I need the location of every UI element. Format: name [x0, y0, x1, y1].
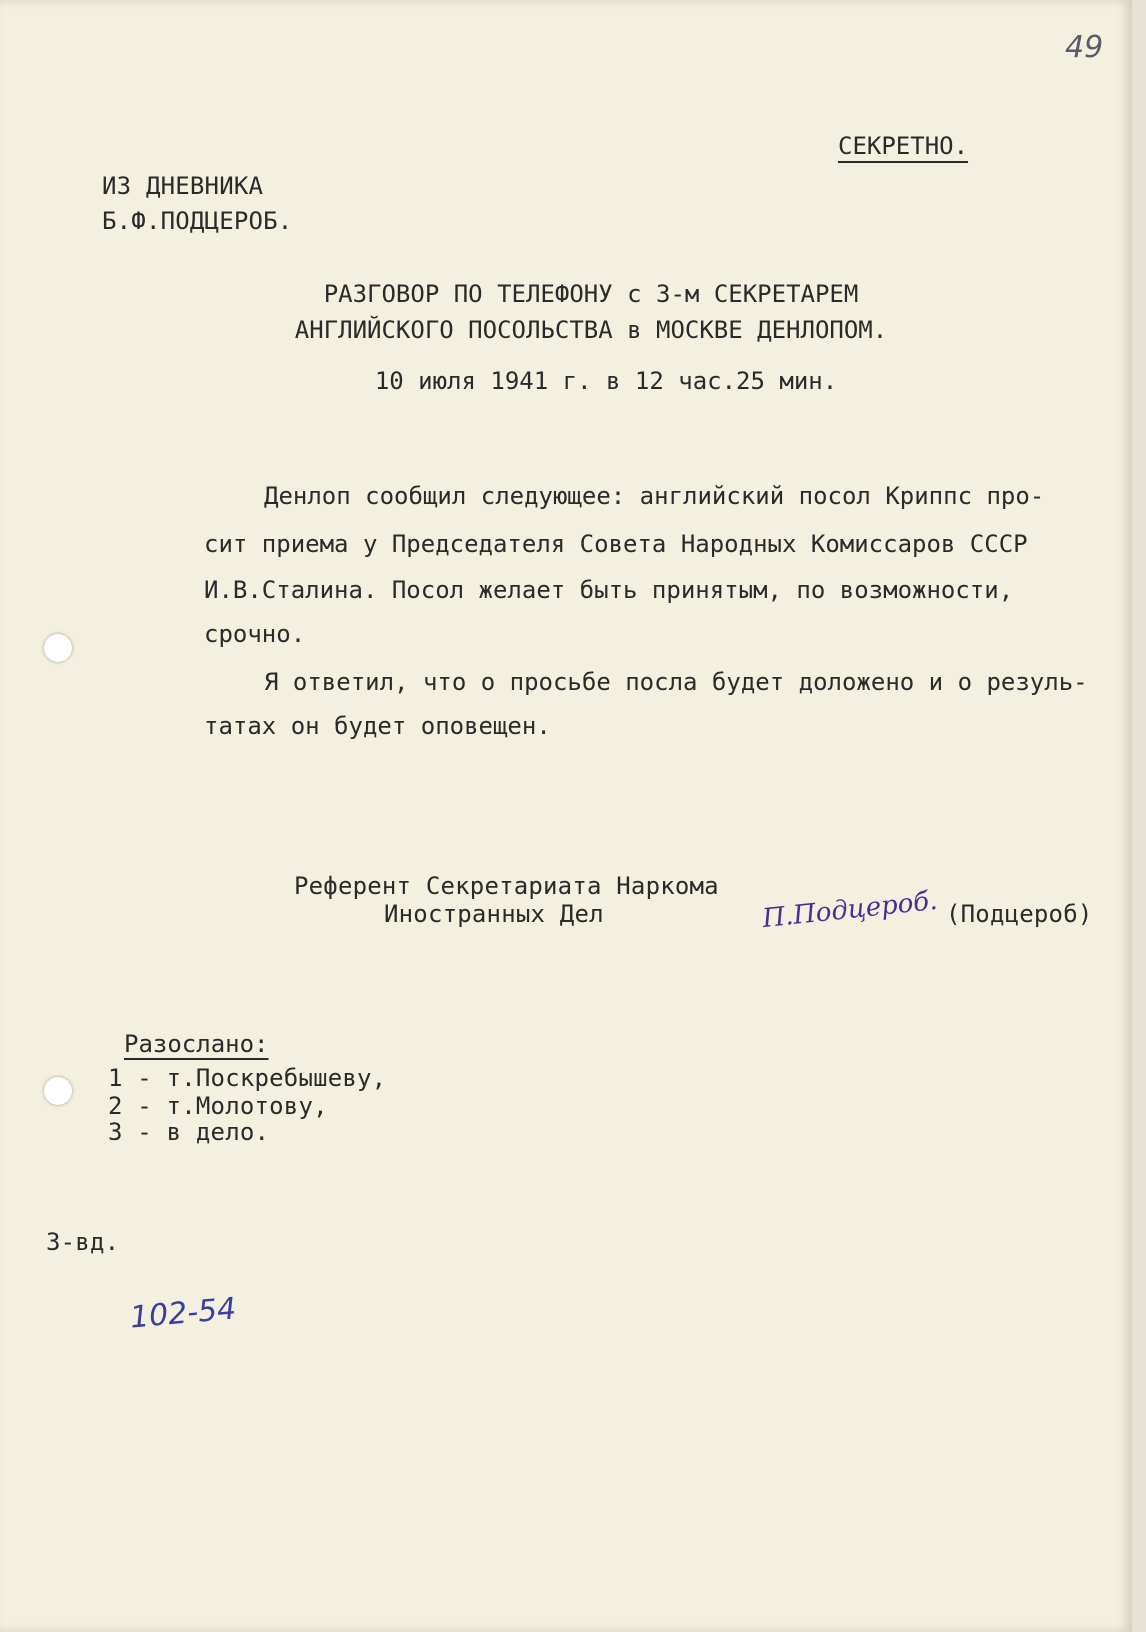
- signature-title-line-1: Референт Секретариата Наркома: [294, 872, 719, 900]
- distribution-item-2: 2 - т.Молотову,: [108, 1092, 328, 1120]
- signature-title-line-2: Иностранных Дел: [384, 900, 604, 928]
- body-p2-line-2: татах он будет оповещен.: [204, 712, 551, 740]
- body-p1-line-2: сит приема у Председателя Совета Народных Комиссаров СССР: [204, 530, 1028, 558]
- distribution-heading: Разослано:: [124, 1030, 269, 1058]
- classification-stamp: СЕКРЕТНО.: [838, 132, 969, 160]
- body-p2-line-1: Я ответил, что о просьбе посла будет доложено и о резуль-: [264, 668, 1088, 696]
- page-edge: [1132, 0, 1146, 1632]
- title-line-2: АНГЛИЙСКОГО ПОСОЛЬСТВА в МОСКВЕ ДЕНЛОПОМ.: [294, 316, 888, 344]
- punch-hole-top: [44, 634, 72, 662]
- title-date-line: 10 июля 1941 г. в 12 час.25 мин.: [374, 367, 838, 395]
- distribution-item-3: 3 - в дело.: [108, 1118, 270, 1146]
- body-p1-line-4: срочно.: [204, 620, 306, 648]
- handwritten-signature: П.Подцероб.: [760, 885, 939, 935]
- signature-name: (Подцероб): [946, 900, 1093, 928]
- archive-number: 102-54: [128, 1291, 238, 1336]
- body-p1-line-3: И.В.Сталина. Посол желает быть принятым, по возможности,: [204, 576, 1014, 604]
- source-line-1: ИЗ ДНЕВНИКА: [102, 172, 264, 200]
- body-p1-line-1: Денлоп сообщил следующее: английский посол Криппс про-: [264, 482, 1045, 510]
- distribution-item-1: 1 - т.Поскребышеву,: [108, 1064, 387, 1092]
- source-line-2: Б.Ф.ПОДЦЕРОБ.: [102, 207, 293, 235]
- punch-hole-bottom: [44, 1077, 72, 1105]
- title-line-1: РАЗГОВОР ПО ТЕЛЕФОНУ с 3-м СЕКРЕТАРЕМ: [323, 280, 859, 308]
- page-number: 49: [1065, 30, 1104, 65]
- typist-code: 3-вд.: [46, 1228, 120, 1256]
